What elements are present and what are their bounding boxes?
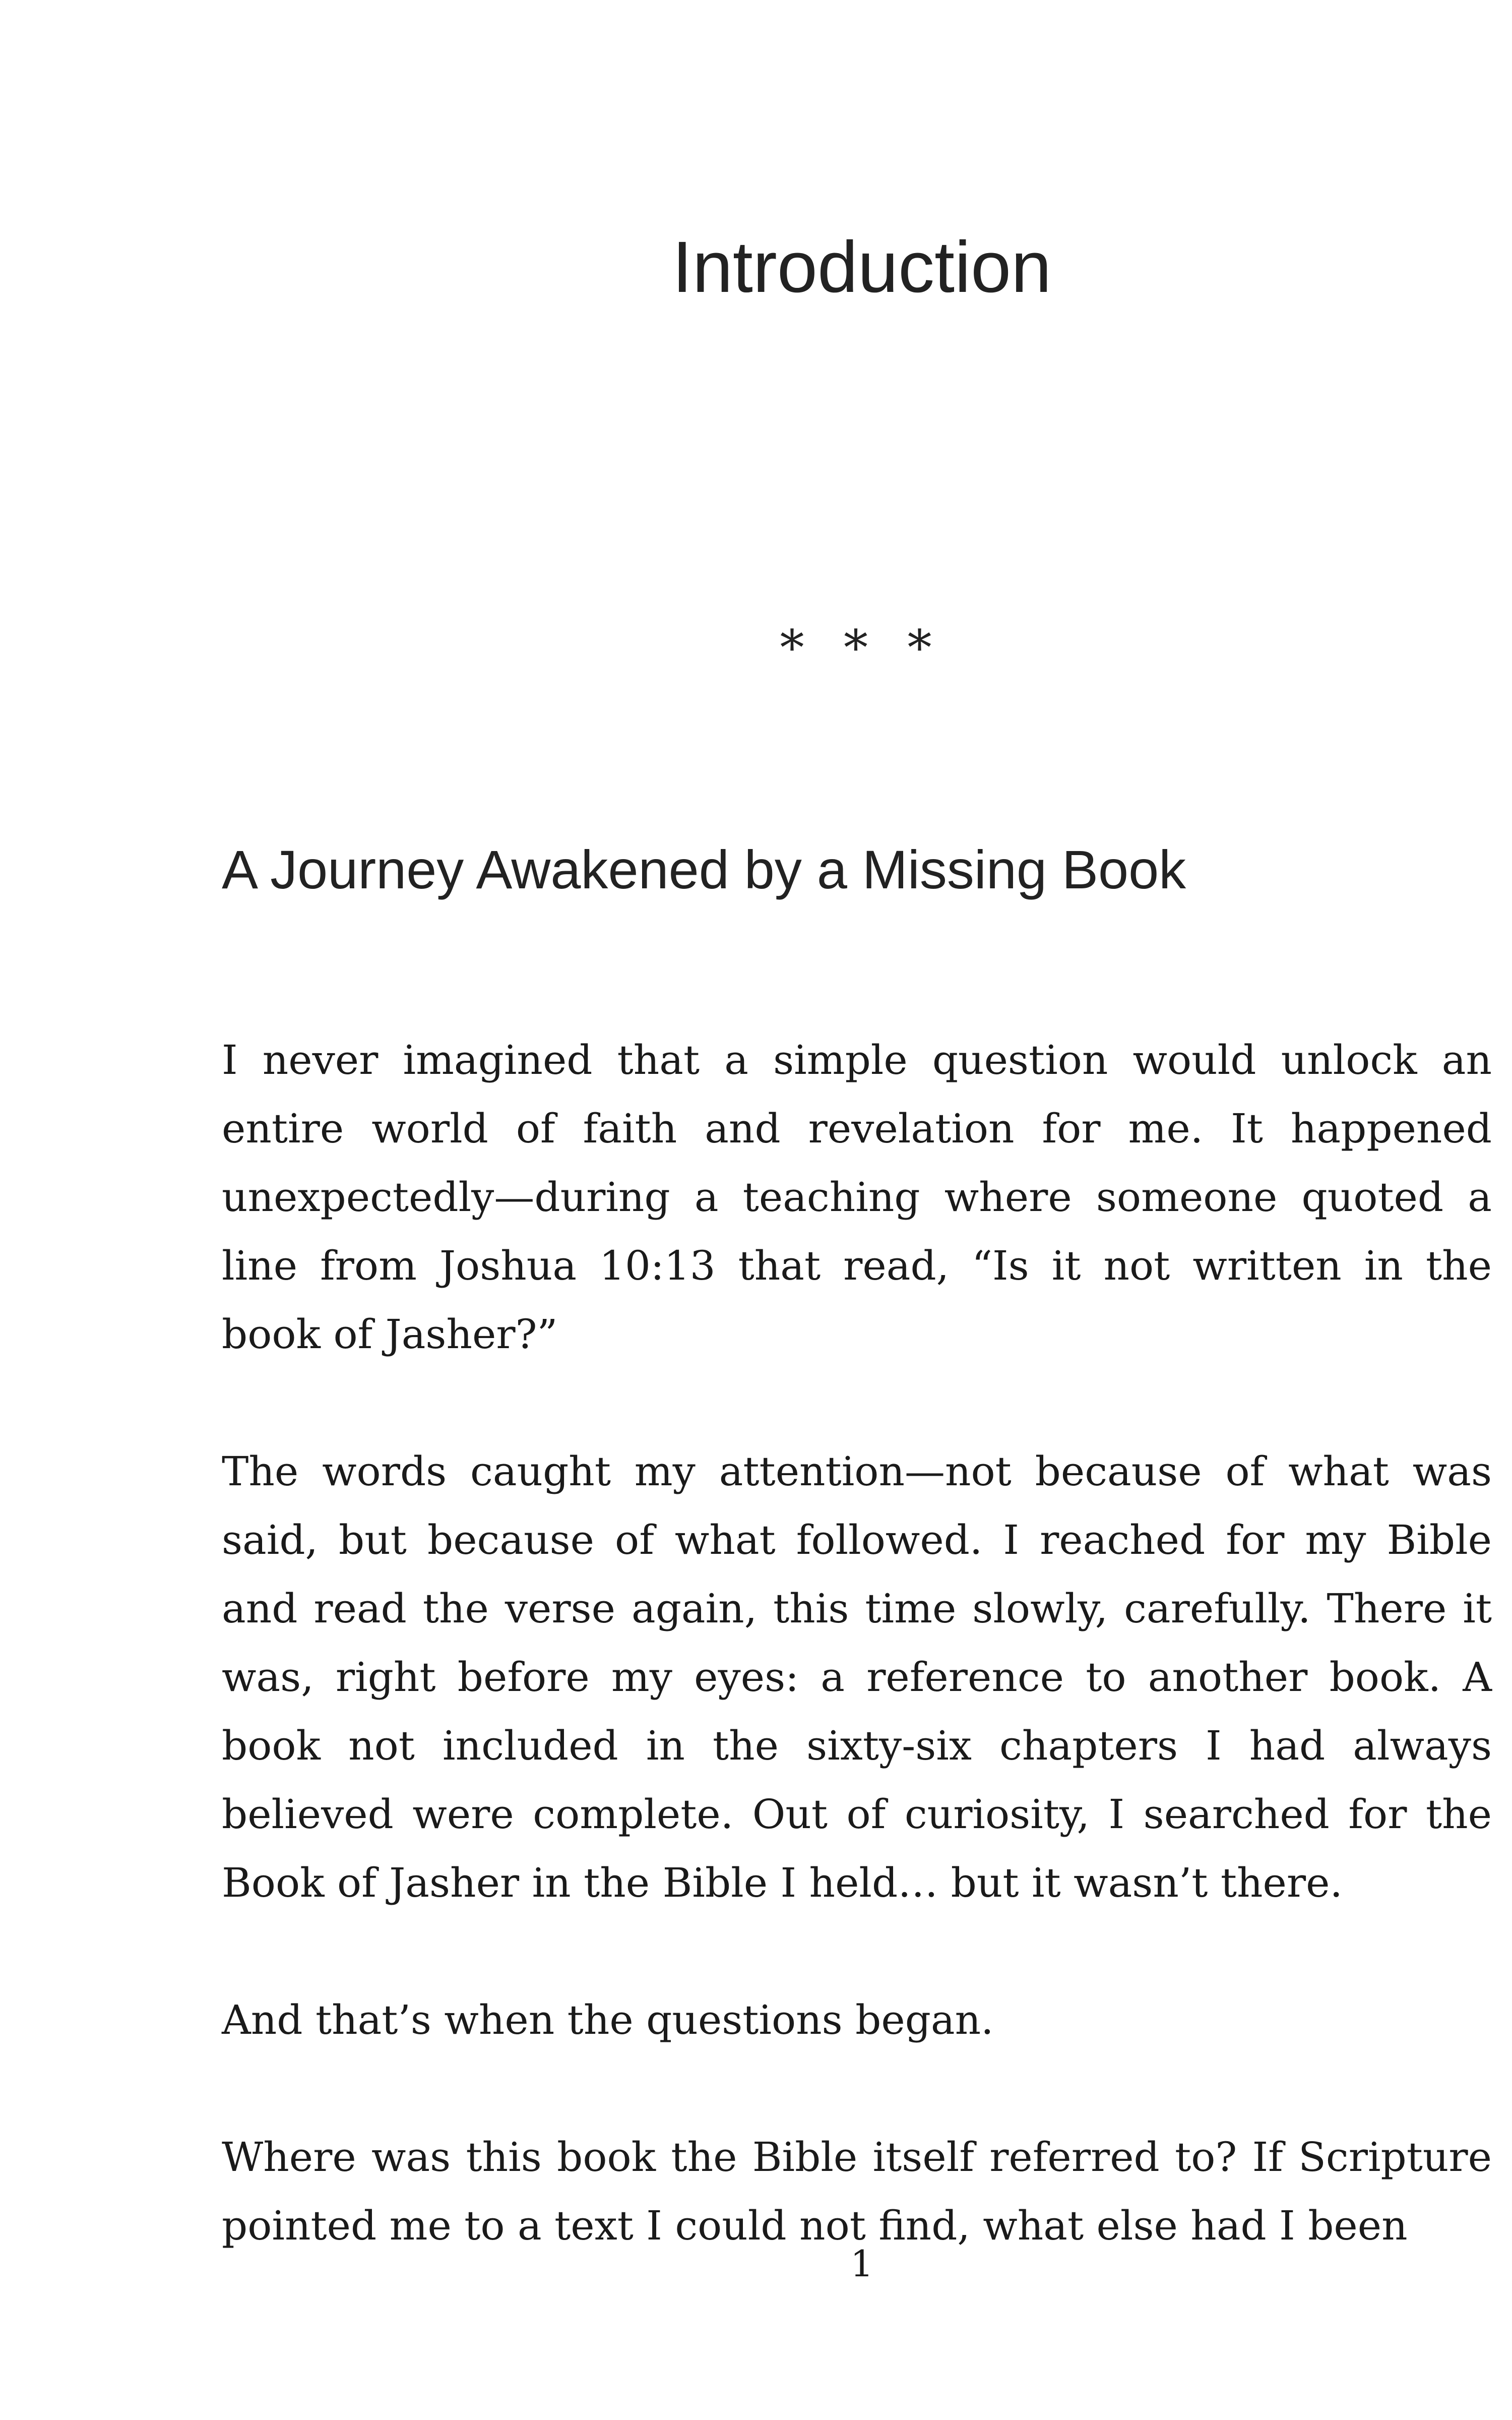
paragraph-3: And that’s when the questions began. bbox=[222, 1996, 994, 2043]
paragraph-4: Where was this book the Bible itself referred to? If Scripture pointed me to a text I could not find, what else had I been bbox=[222, 2134, 1492, 2249]
page-number: 1 bbox=[850, 2243, 873, 2285]
chapter-title: Introduction bbox=[672, 226, 1052, 308]
paragraph-1: I never imagined that a simple question would unlock an entire world of faith and revelation for me. It happened unexpectedly—during a teaching where someone quoted a line from Joshua 10:13 that read, “Is it not written in the book of Jasher?” bbox=[222, 1037, 1492, 1358]
scene-break: * * * bbox=[780, 620, 944, 676]
section-heading: A Journey Awakened by a Missing Book bbox=[222, 839, 1186, 900]
paragraph-2: The words caught my attention—not because of what was said, but because of what followed. I reached for my Bible and read the verse again, this time slowly, carefully. There it was, right before my eyes: a reference to another book. A book not included in the sixty-six chapters I had always believed were complete. Out of curiosity, I searched for the Book of Jasher in the Bible I held… but it wasn’t there. bbox=[222, 1448, 1492, 1906]
body-text bbox=[222, 1026, 1492, 2329]
